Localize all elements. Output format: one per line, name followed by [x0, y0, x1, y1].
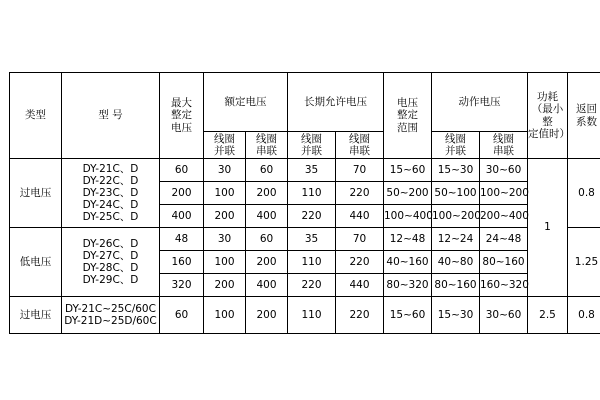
- cell-range: 100~400: [384, 205, 432, 228]
- table-row: [10, 159, 600, 182]
- header-action-coil-series: 线圈 串联: [480, 132, 528, 159]
- cell-rated-parallel: 100: [204, 297, 246, 334]
- group-models: DY-21C、D DY-22C、D DY-23C、D DY-24C、D DY-25C、D: [62, 159, 160, 228]
- cell-action-parallel: 40~80: [432, 251, 480, 274]
- group-type: 过电压: [10, 297, 62, 334]
- cell-action-series: 30~60: [480, 159, 528, 182]
- cell-long-series: 220: [336, 297, 384, 334]
- cell-long-parallel: 35: [288, 228, 336, 251]
- group-return-coefficient: 0.8: [568, 159, 600, 228]
- header-return-coefficient: 返回 系数: [568, 73, 600, 159]
- cell-rated-series: 200: [246, 251, 288, 274]
- cell-range: 15~60: [384, 297, 432, 334]
- cell-action-series: 200~400: [480, 205, 528, 228]
- cell-long-series: 440: [336, 205, 384, 228]
- cell-max: 160: [160, 251, 204, 274]
- cell-rated-parallel: 200: [204, 274, 246, 297]
- header-max-setting-voltage: 最大 整定 电压: [160, 73, 204, 159]
- cell-long-parallel: 110: [288, 251, 336, 274]
- cell-action-parallel: 15~30: [432, 297, 480, 334]
- header-power: 功耗 （最小整 定值时）: [528, 73, 568, 159]
- cell-rated-parallel: 30: [204, 228, 246, 251]
- table-row: [10, 228, 600, 251]
- cell-long-parallel: 110: [288, 297, 336, 334]
- cell-long-series: 440: [336, 274, 384, 297]
- specification-table: [9, 72, 600, 334]
- cell-rated-parallel: 100: [204, 182, 246, 205]
- cell-range: 80~320: [384, 274, 432, 297]
- group-models: DY-26C、D DY-27C、D DY-28C、D DY-29C、D: [62, 228, 160, 297]
- cell-action-parallel: 100~200: [432, 205, 480, 228]
- group-return-coefficient: 0.8: [568, 297, 600, 334]
- cell-action-series: 160~320: [480, 274, 528, 297]
- header-action-voltage: 动作电压: [432, 73, 528, 132]
- cell-rated-parallel: 100: [204, 251, 246, 274]
- cell-rated-series: 200: [246, 182, 288, 205]
- header-model: 型 号: [62, 73, 160, 159]
- cell-long-parallel: 220: [288, 274, 336, 297]
- group-type: 过电压: [10, 159, 62, 228]
- header-long-allowed-voltage: 长期允许电压: [288, 73, 384, 132]
- cell-range: 40~160: [384, 251, 432, 274]
- cell-range: 15~60: [384, 159, 432, 182]
- cell-max: 60: [160, 159, 204, 182]
- header-rated-coil-parallel: 线圈 并联: [204, 132, 246, 159]
- cell-max: 48: [160, 228, 204, 251]
- cell-max: 320: [160, 274, 204, 297]
- cell-action-series: 80~160: [480, 251, 528, 274]
- cell-long-series: 220: [336, 251, 384, 274]
- cell-range: 50~200: [384, 182, 432, 205]
- cell-long-series: 70: [336, 159, 384, 182]
- group-power: 2.5: [528, 297, 568, 334]
- cell-rated-series: 400: [246, 274, 288, 297]
- cell-rated-series: 400: [246, 205, 288, 228]
- cell-rated-parallel: 30: [204, 159, 246, 182]
- group-models: DY-21C~25C/60C DY-21D~25D/60C: [62, 297, 160, 334]
- cell-range: 12~48: [384, 228, 432, 251]
- header-voltage-setting-range: 电压 整定 范围: [384, 73, 432, 159]
- cell-rated-series: 60: [246, 228, 288, 251]
- cell-long-series: 70: [336, 228, 384, 251]
- cell-long-series: 220: [336, 182, 384, 205]
- cell-action-parallel: 15~30: [432, 159, 480, 182]
- table-row: [10, 297, 600, 334]
- cell-long-parallel: 35: [288, 159, 336, 182]
- cell-max: 60: [160, 297, 204, 334]
- cell-action-series: 100~200: [480, 182, 528, 205]
- group-power: 1: [528, 159, 568, 297]
- cell-action-series: 30~60: [480, 297, 528, 334]
- cell-long-parallel: 220: [288, 205, 336, 228]
- header-long-coil-series: 线圈 串联: [336, 132, 384, 159]
- cell-rated-series: 200: [246, 297, 288, 334]
- table-body: [10, 159, 600, 334]
- cell-max: 200: [160, 182, 204, 205]
- table-header: [10, 73, 600, 159]
- group-type: 低电压: [10, 228, 62, 297]
- cell-rated-parallel: 200: [204, 205, 246, 228]
- cell-action-parallel: 50~100: [432, 182, 480, 205]
- header-action-coil-parallel: 线圈 并联: [432, 132, 480, 159]
- header-long-coil-parallel: 线圈 并联: [288, 132, 336, 159]
- cell-action-series: 24~48: [480, 228, 528, 251]
- cell-rated-series: 60: [246, 159, 288, 182]
- header-type: 类型: [10, 73, 62, 159]
- header-rated-voltage: 额定电压: [204, 73, 288, 132]
- cell-action-parallel: 80~160: [432, 274, 480, 297]
- header-rated-coil-series: 线圈 串联: [246, 132, 288, 159]
- group-return-coefficient: 1.25: [568, 228, 600, 297]
- cell-action-parallel: 12~24: [432, 228, 480, 251]
- cell-long-parallel: 110: [288, 182, 336, 205]
- cell-max: 400: [160, 205, 204, 228]
